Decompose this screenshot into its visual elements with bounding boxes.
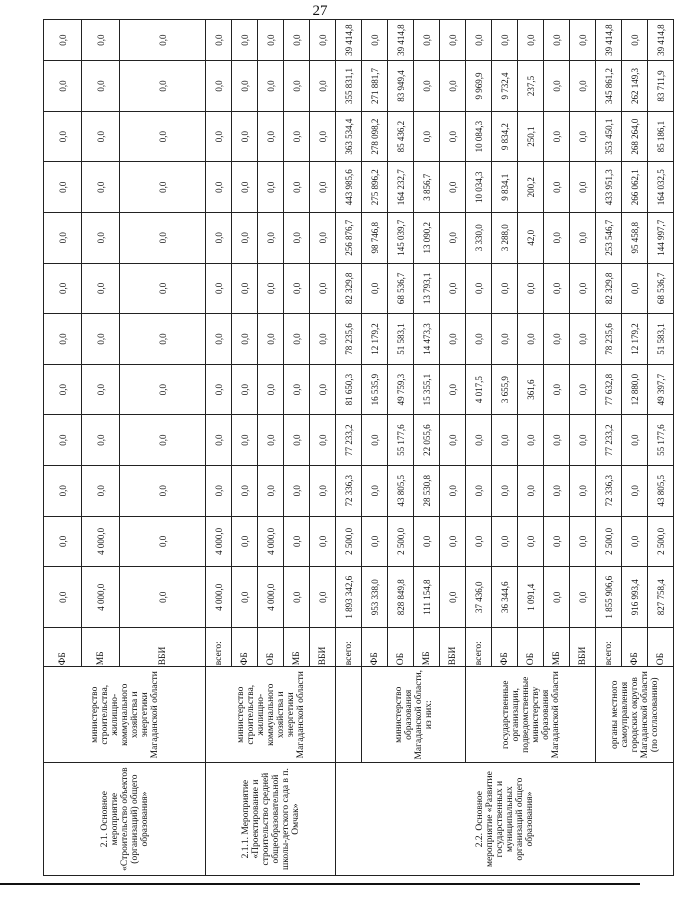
value-cell: 953 338,0 xyxy=(362,567,388,628)
value-cell: 16 535,9 xyxy=(362,364,388,415)
rotated-table-container xyxy=(43,19,666,876)
value-cell: 0,0 xyxy=(492,415,518,466)
value-cell: 0,0 xyxy=(232,162,258,213)
value-cell: 0,0 xyxy=(120,111,206,162)
value-cell: 0,0 xyxy=(492,516,518,567)
value-cell: 0,0 xyxy=(310,314,336,365)
source-cell: ВБИ xyxy=(570,628,596,667)
value-cell: 0,0 xyxy=(284,20,310,61)
value-cell: 0,0 xyxy=(570,111,596,162)
table-row xyxy=(596,20,622,876)
value-cell: 0,0 xyxy=(622,516,648,567)
value-cell: 0,0 xyxy=(310,61,336,112)
executor-cell: министерство образования Магаданской области, из них: xyxy=(362,667,466,763)
value-cell: 0,0 xyxy=(82,20,120,61)
value-cell: 0,0 xyxy=(518,263,544,314)
value-cell: 0,0 xyxy=(232,263,258,314)
value-cell: 85 436,2 xyxy=(388,111,414,162)
value-cell: 10 034,3 xyxy=(466,162,492,213)
value-cell: 0,0 xyxy=(232,212,258,263)
value-cell: 0,0 xyxy=(206,212,232,263)
value-cell: 0,0 xyxy=(284,212,310,263)
value-cell: 0,0 xyxy=(570,263,596,314)
value-cell: 271 881,7 xyxy=(362,61,388,112)
value-cell: 0,0 xyxy=(544,61,570,112)
source-cell: всего: xyxy=(466,628,492,667)
source-cell: МБ xyxy=(544,628,570,667)
value-cell: 0,0 xyxy=(466,314,492,365)
value-cell: 3 655,9 xyxy=(492,364,518,415)
value-cell: 0,0 xyxy=(310,364,336,415)
value-cell: 2 500,0 xyxy=(596,516,622,567)
value-cell: 0,0 xyxy=(492,465,518,516)
value-cell: 9 834,1 xyxy=(492,162,518,213)
value-cell: 0,0 xyxy=(440,567,466,628)
source-cell: ФБ xyxy=(622,628,648,667)
value-cell: 0,0 xyxy=(284,567,310,628)
value-cell: 0,0 xyxy=(258,415,284,466)
value-cell: 39 414,8 xyxy=(596,20,622,61)
value-cell: 0,0 xyxy=(544,314,570,365)
value-cell: 0,0 xyxy=(570,465,596,516)
value-cell: 0,0 xyxy=(206,162,232,213)
value-cell: 0,0 xyxy=(258,20,284,61)
value-cell: 0,0 xyxy=(492,20,518,61)
value-cell: 0,0 xyxy=(362,415,388,466)
value-cell: 0,0 xyxy=(258,364,284,415)
value-cell: 262 149,3 xyxy=(622,61,648,112)
value-cell: 275 896,2 xyxy=(362,162,388,213)
program-cell: 2.2. Основное мероприятие «Развитие государственных и муниципальных организаций общего образования» xyxy=(336,763,674,876)
value-cell: 253 546,7 xyxy=(596,212,622,263)
value-cell: 0,0 xyxy=(44,61,82,112)
value-cell: 433 951,3 xyxy=(596,162,622,213)
value-cell: 361,6 xyxy=(518,364,544,415)
value-cell: 0,0 xyxy=(466,415,492,466)
value-cell: 345 861,2 xyxy=(596,61,622,112)
value-cell: 39 414,8 xyxy=(336,20,362,61)
value-cell: 4 000,0 xyxy=(206,516,232,567)
value-cell: 0,0 xyxy=(440,364,466,415)
value-cell: 42,0 xyxy=(518,212,544,263)
value-cell: 0,0 xyxy=(466,516,492,567)
value-cell: 164 232,7 xyxy=(388,162,414,213)
value-cell: 0,0 xyxy=(466,20,492,61)
value-cell: 145 039,7 xyxy=(388,212,414,263)
value-cell: 0,0 xyxy=(44,567,82,628)
value-cell: 0,0 xyxy=(284,314,310,365)
value-cell: 0,0 xyxy=(544,567,570,628)
value-cell: 83 949,4 xyxy=(388,61,414,112)
value-cell: 0,0 xyxy=(232,314,258,365)
value-cell: 83 711,9 xyxy=(648,61,674,112)
value-cell: 68 536,7 xyxy=(388,263,414,314)
value-cell: 0,0 xyxy=(258,263,284,314)
value-cell: 4 000,0 xyxy=(206,567,232,628)
value-cell: 37 436,0 xyxy=(466,567,492,628)
value-cell: 0,0 xyxy=(120,364,206,415)
value-cell: 1 855 906,6 xyxy=(596,567,622,628)
value-cell: 10 084,3 xyxy=(466,111,492,162)
value-cell: 0,0 xyxy=(82,465,120,516)
value-cell: 0,0 xyxy=(544,111,570,162)
value-cell: 78 235,6 xyxy=(596,314,622,365)
program-cell: 2.1.1. Мероприятие «Проектирование и строительство средней общеобразовательной школы-детского сада в п. Омчак» xyxy=(206,763,336,876)
value-cell: 3 856,7 xyxy=(414,162,440,213)
table-row xyxy=(362,20,388,876)
value-cell: 0,0 xyxy=(440,61,466,112)
value-cell: 4 000,0 xyxy=(258,516,284,567)
value-cell: 0,0 xyxy=(544,415,570,466)
value-cell: 12 880,0 xyxy=(622,364,648,415)
value-cell: 0,0 xyxy=(310,415,336,466)
value-cell: 0,0 xyxy=(362,516,388,567)
value-cell: 0,0 xyxy=(440,465,466,516)
value-cell: 0,0 xyxy=(440,20,466,61)
value-cell: 0,0 xyxy=(232,516,258,567)
value-cell: 0,0 xyxy=(310,111,336,162)
value-cell: 0,0 xyxy=(120,567,206,628)
value-cell: 0,0 xyxy=(82,263,120,314)
value-cell: 0,0 xyxy=(44,364,82,415)
source-cell: ОБ xyxy=(518,628,544,667)
executor-cell: государственные организации, подведомственные министерству образования Магаданской области xyxy=(466,667,596,763)
value-cell: 363 534,4 xyxy=(336,111,362,162)
value-cell: 0,0 xyxy=(206,314,232,365)
value-cell: 12 179,2 xyxy=(622,314,648,365)
value-cell: 9 732,4 xyxy=(492,61,518,112)
value-cell: 0,0 xyxy=(570,567,596,628)
value-cell: 0,0 xyxy=(414,516,440,567)
value-cell: 828 849,8 xyxy=(388,567,414,628)
value-cell: 0,0 xyxy=(440,162,466,213)
value-cell: 98 746,8 xyxy=(362,212,388,263)
value-cell: 0,0 xyxy=(232,415,258,466)
value-cell: 68 536,7 xyxy=(648,263,674,314)
value-cell: 0,0 xyxy=(544,212,570,263)
value-cell: 0,0 xyxy=(544,162,570,213)
value-cell: 13 090,2 xyxy=(414,212,440,263)
value-cell: 39 414,8 xyxy=(648,20,674,61)
value-cell: 0,0 xyxy=(120,20,206,61)
value-cell: 0,0 xyxy=(206,111,232,162)
source-cell: всего: xyxy=(206,628,232,667)
value-cell: 0,0 xyxy=(120,516,206,567)
value-cell: 0,0 xyxy=(232,111,258,162)
value-cell: 39 414,8 xyxy=(388,20,414,61)
source-cell: ВБИ xyxy=(120,628,206,667)
value-cell: 266 062,1 xyxy=(622,162,648,213)
value-cell: 0,0 xyxy=(310,263,336,314)
value-cell: 0,0 xyxy=(44,465,82,516)
value-cell: 0,0 xyxy=(82,111,120,162)
value-cell: 827 758,4 xyxy=(648,567,674,628)
executor-cell: министерство строительства, жилищно-коммунального хозяйства и энергетики Магаданской области xyxy=(206,667,336,763)
source-cell: ВБИ xyxy=(310,628,336,667)
value-cell: 78 235,6 xyxy=(336,314,362,365)
value-cell: 9 834,2 xyxy=(492,111,518,162)
value-cell: 0,0 xyxy=(82,415,120,466)
value-cell: 72 336,3 xyxy=(596,465,622,516)
value-cell: 443 985,6 xyxy=(336,162,362,213)
value-cell: 0,0 xyxy=(570,314,596,365)
value-cell: 0,0 xyxy=(44,516,82,567)
value-cell: 0,0 xyxy=(44,20,82,61)
value-cell: 0,0 xyxy=(362,465,388,516)
value-cell: 85 186,1 xyxy=(648,111,674,162)
table-row xyxy=(466,20,492,876)
value-cell: 0,0 xyxy=(622,263,648,314)
source-cell: МБ xyxy=(82,628,120,667)
value-cell: 0,0 xyxy=(284,162,310,213)
value-cell: 0,0 xyxy=(518,314,544,365)
value-cell: 0,0 xyxy=(492,314,518,365)
value-cell: 0,0 xyxy=(570,212,596,263)
table-body xyxy=(44,20,674,876)
value-cell: 0,0 xyxy=(258,314,284,365)
value-cell: 0,0 xyxy=(44,111,82,162)
value-cell: 0,0 xyxy=(414,20,440,61)
value-cell: 77 632,8 xyxy=(596,364,622,415)
value-cell: 0,0 xyxy=(258,465,284,516)
value-cell: 0,0 xyxy=(440,516,466,567)
value-cell: 0,0 xyxy=(440,314,466,365)
executor-cell: органы местного самоуправления городских округов Магаданской области (по согласованию) xyxy=(596,667,674,763)
value-cell: 43 805,5 xyxy=(648,465,674,516)
value-cell: 77 233,2 xyxy=(336,415,362,466)
value-cell: 2 500,0 xyxy=(388,516,414,567)
value-cell: 43 805,5 xyxy=(388,465,414,516)
value-cell: 0,0 xyxy=(570,516,596,567)
value-cell: 0,0 xyxy=(310,162,336,213)
value-cell: 72 336,3 xyxy=(336,465,362,516)
value-cell: 0,0 xyxy=(284,516,310,567)
budget-table xyxy=(43,19,674,876)
value-cell: 256 876,7 xyxy=(336,212,362,263)
value-cell: 3 330,0 xyxy=(466,212,492,263)
value-cell: 0,0 xyxy=(120,314,206,365)
value-cell: 0,0 xyxy=(518,415,544,466)
value-cell: 200,2 xyxy=(518,162,544,213)
value-cell: 0,0 xyxy=(232,61,258,112)
value-cell: 82 329,8 xyxy=(596,263,622,314)
value-cell: 0,0 xyxy=(232,465,258,516)
value-cell: 0,0 xyxy=(258,162,284,213)
value-cell: 0,0 xyxy=(206,465,232,516)
value-cell: 0,0 xyxy=(310,516,336,567)
value-cell: 0,0 xyxy=(258,61,284,112)
value-cell: 4 000,0 xyxy=(258,567,284,628)
value-cell: 0,0 xyxy=(120,162,206,213)
value-cell: 0,0 xyxy=(44,162,82,213)
value-cell: 0,0 xyxy=(544,516,570,567)
value-cell: 0,0 xyxy=(44,212,82,263)
value-cell: 0,0 xyxy=(544,364,570,415)
value-cell: 0,0 xyxy=(570,162,596,213)
value-cell: 0,0 xyxy=(284,364,310,415)
value-cell: 0,0 xyxy=(466,465,492,516)
value-cell: 1 091,4 xyxy=(518,567,544,628)
value-cell: 0,0 xyxy=(544,465,570,516)
value-cell: 0,0 xyxy=(232,567,258,628)
value-cell: 0,0 xyxy=(232,20,258,61)
executor-cell: министерство строительства, жилищно-коммунального хозяйства и энергетики Магаданской области xyxy=(44,667,206,763)
value-cell: 0,0 xyxy=(414,61,440,112)
value-cell: 49 759,3 xyxy=(388,364,414,415)
value-cell: 51 583,1 xyxy=(388,314,414,365)
value-cell: 12 179,2 xyxy=(362,314,388,365)
source-cell: всего: xyxy=(336,628,362,667)
value-cell: 0,0 xyxy=(310,212,336,263)
value-cell: 250,1 xyxy=(518,111,544,162)
value-cell: 0,0 xyxy=(284,465,310,516)
value-cell: 0,0 xyxy=(120,465,206,516)
value-cell: 353 450,1 xyxy=(596,111,622,162)
value-cell: 0,0 xyxy=(82,212,120,263)
value-cell: 15 355,1 xyxy=(414,364,440,415)
value-cell: 77 233,2 xyxy=(596,415,622,466)
value-cell: 0,0 xyxy=(82,61,120,112)
value-cell: 0,0 xyxy=(570,364,596,415)
value-cell: 13 793,1 xyxy=(414,263,440,314)
value-cell: 111 154,8 xyxy=(414,567,440,628)
value-cell: 4 000,0 xyxy=(82,567,120,628)
source-cell: МБ xyxy=(284,628,310,667)
source-cell: ФБ xyxy=(492,628,518,667)
value-cell: 0,0 xyxy=(570,61,596,112)
value-cell: 2 500,0 xyxy=(648,516,674,567)
value-cell: 268 264,0 xyxy=(622,111,648,162)
source-cell: ОБ xyxy=(258,628,284,667)
value-cell: 55 177,6 xyxy=(388,415,414,466)
source-cell: ОБ xyxy=(648,628,674,667)
value-cell: 0,0 xyxy=(544,20,570,61)
value-cell: 0,0 xyxy=(570,415,596,466)
bottom-rule xyxy=(0,883,640,885)
value-cell: 4 017,5 xyxy=(466,364,492,415)
value-cell: 95 458,8 xyxy=(622,212,648,263)
value-cell: 0,0 xyxy=(440,111,466,162)
value-cell: 0,0 xyxy=(120,415,206,466)
value-cell: 0,0 xyxy=(518,465,544,516)
value-cell: 0,0 xyxy=(232,364,258,415)
value-cell: 1 893 342,6 xyxy=(336,567,362,628)
value-cell: 0,0 xyxy=(284,263,310,314)
value-cell: 0,0 xyxy=(284,61,310,112)
value-cell: 0,0 xyxy=(82,162,120,213)
value-cell: 0,0 xyxy=(440,212,466,263)
table-row xyxy=(206,20,232,876)
value-cell: 0,0 xyxy=(44,263,82,314)
page-number: 27 xyxy=(312,3,328,19)
value-cell: 0,0 xyxy=(284,415,310,466)
value-cell: 3 288,0 xyxy=(492,212,518,263)
value-cell: 0,0 xyxy=(414,111,440,162)
value-cell: 0,0 xyxy=(362,20,388,61)
program-cell: 2.1. Основное мероприятие «Строительство объектов (организаций) общего образования» xyxy=(44,763,206,876)
value-cell: 0,0 xyxy=(120,263,206,314)
value-cell: 0,0 xyxy=(622,465,648,516)
source-cell: всего: xyxy=(596,628,622,667)
value-cell: 9 969,9 xyxy=(466,61,492,112)
value-cell: 51 583,1 xyxy=(648,314,674,365)
value-cell: 81 650,3 xyxy=(336,364,362,415)
value-cell: 0,0 xyxy=(44,415,82,466)
value-cell: 0,0 xyxy=(284,111,310,162)
value-cell: 0,0 xyxy=(120,212,206,263)
value-cell: 0,0 xyxy=(518,516,544,567)
value-cell: 0,0 xyxy=(466,263,492,314)
source-cell: ФБ xyxy=(232,628,258,667)
value-cell: 22 055,6 xyxy=(414,415,440,466)
value-cell: 237,5 xyxy=(518,61,544,112)
value-cell: 0,0 xyxy=(258,111,284,162)
value-cell: 0,0 xyxy=(570,20,596,61)
value-cell: 0,0 xyxy=(206,61,232,112)
value-cell: 355 831,1 xyxy=(336,61,362,112)
value-cell: 0,0 xyxy=(258,212,284,263)
value-cell: 0,0 xyxy=(44,314,82,365)
value-cell: 916 993,4 xyxy=(622,567,648,628)
value-cell: 0,0 xyxy=(206,415,232,466)
source-cell: ФБ xyxy=(362,628,388,667)
value-cell: 0,0 xyxy=(82,314,120,365)
value-cell: 55 177,6 xyxy=(648,415,674,466)
value-cell: 0,0 xyxy=(622,20,648,61)
table-row xyxy=(336,20,362,876)
value-cell: 144 997,7 xyxy=(648,212,674,263)
value-cell: 0,0 xyxy=(440,415,466,466)
value-cell: 0,0 xyxy=(310,465,336,516)
source-cell: ОБ xyxy=(388,628,414,667)
table-row xyxy=(44,20,82,876)
value-cell: 0,0 xyxy=(310,20,336,61)
value-cell: 82 329,8 xyxy=(336,263,362,314)
source-cell: ФБ xyxy=(44,628,82,667)
value-cell: 0,0 xyxy=(82,364,120,415)
value-cell: 0,0 xyxy=(206,263,232,314)
executor-cell xyxy=(336,667,362,763)
value-cell: 2 500,0 xyxy=(336,516,362,567)
value-cell: 0,0 xyxy=(492,263,518,314)
value-cell: 36 344,6 xyxy=(492,567,518,628)
value-cell: 49 397,7 xyxy=(648,364,674,415)
value-cell: 278 098,2 xyxy=(362,111,388,162)
value-cell: 4 000,0 xyxy=(82,516,120,567)
value-cell: 0,0 xyxy=(206,364,232,415)
value-cell: 164 032,5 xyxy=(648,162,674,213)
source-cell: ВБИ xyxy=(440,628,466,667)
value-cell: 0,0 xyxy=(310,567,336,628)
value-cell: 0,0 xyxy=(518,20,544,61)
value-cell: 0,0 xyxy=(120,61,206,112)
value-cell: 0,0 xyxy=(544,263,570,314)
value-cell: 0,0 xyxy=(440,263,466,314)
value-cell: 28 530,8 xyxy=(414,465,440,516)
value-cell: 0,0 xyxy=(206,20,232,61)
value-cell: 0,0 xyxy=(362,263,388,314)
value-cell: 0,0 xyxy=(622,415,648,466)
value-cell: 14 473,3 xyxy=(414,314,440,365)
source-cell: МБ xyxy=(414,628,440,667)
